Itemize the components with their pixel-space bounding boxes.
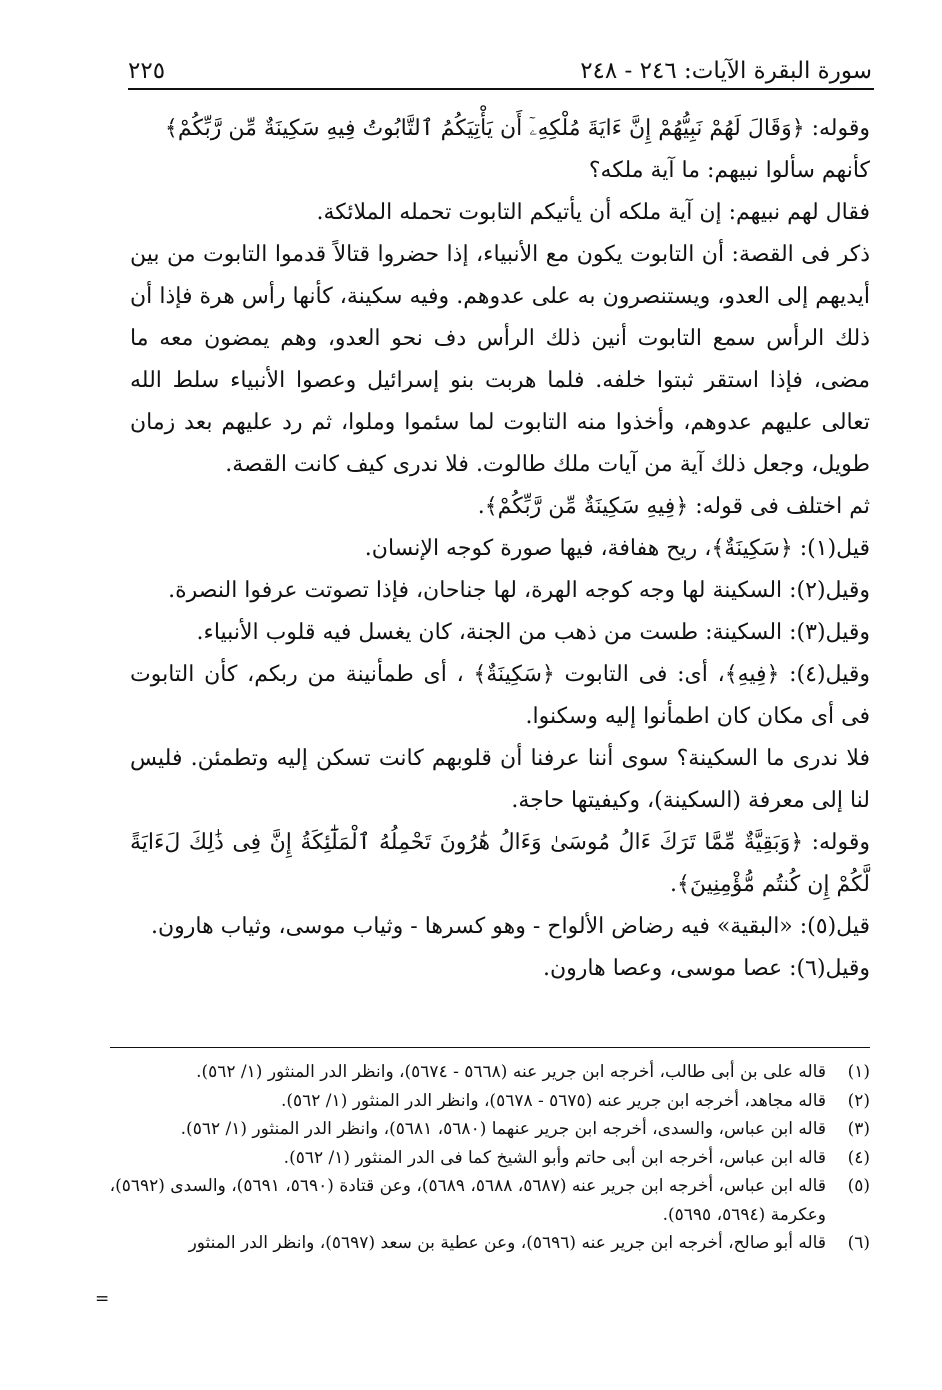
footnote-text: قاله مجاهد، أخرجه ابن جرير عنه (٥٦٧٥ - ٥٦٧٨)، وانظر الدر المنثور (١/ ٥٦٢).	[280, 1090, 826, 1111]
page-number: ٢٢٥	[128, 58, 166, 84]
footnote-number: (٢)	[847, 1090, 870, 1111]
footnote-rule	[110, 1047, 870, 1048]
footnote-text: قاله ابن عباس، أخرجه ابن جرير عنه (٥٦٨٧، ٥٦٨٨، ٥٦٨٩)، وعن قتادة (٥٦٩٠، ٥٦٩١)، والسدى (٥٦٩٢)، وعكرمة (٥٦٩٤، ٥٦٩٥).	[109, 1176, 826, 1225]
paragraph: وقيل(٤): ﴿فِيهِ﴾، أى: فى التابوت ﴿سَكِينَةٌ﴾ ، أى طمأنينة من ربكم، كأن التابوت فى أى مكان كان اطمأنوا إليه وسكنوا.	[130, 662, 870, 729]
paragraph: قيل(١): ﴿سَكِينَةٌ﴾، ريح هفافة، فيها صورة كوجه الإنسان.	[364, 536, 870, 561]
main-text	[130, 108, 870, 990]
paragraph: وقيل(٢): السكينة لها وجه كوجه الهرة، لها جناحان، فإذا تصوتت عرفوا النصرة.	[168, 578, 870, 603]
paragraph: وقيل(٣): السكينة: طست من ذهب من الجنة، كان يغسل فيه قلوب الأنبياء.	[196, 620, 870, 645]
footnote-number: (٣)	[847, 1119, 870, 1139]
paragraph: وقوله: ﴿وَقَالَ لَهُمْ نَبِيُّهُمْ إِنَّ ءَايَةَ مُلْكِهِۦٓ أَن يَأْتِيَكُمُ ٱلتَّابُوتُ فِيهِ سَكِينَةٌ مِّن رَّبِّكُمْ﴾	[164, 116, 870, 141]
footnote	[95, 1229, 870, 1258]
paragraph: كأنهم سألوا نبيهم: ما آية ملكه؟	[588, 158, 870, 183]
header-rule	[128, 88, 874, 90]
page-header	[128, 40, 872, 84]
continuation-mark: =	[95, 1289, 110, 1309]
footnote	[95, 1087, 870, 1116]
footnote-number: (٥)	[847, 1176, 870, 1196]
footnote-text: قاله أبو صالح، أخرجه ابن جرير عنه (٥٦٩٦)، وعن عطية بن سعد (٥٦٩٧)، وانظر الدر المنثور	[188, 1233, 826, 1253]
paragraph: وقوله: ﴿وَبَقِيَّةٌ مِّمَّا تَرَكَ ءَالُ مُوسَىٰ وَءَالُ هَٰرُونَ تَحْمِلُهُ ٱلْمَلَٰٓئِكَةُ إِنَّ فِى ذَٰلِكَ لَءَايَةً لَّكُمْ إِن كُنتُم مُّؤْمِنِينَ﴾.	[130, 830, 870, 897]
footnote	[95, 1144, 870, 1173]
paragraph: فلا ندرى ما السكينة؟ سوى أننا عرفنا أن قلوبهم كانت تسكن إليه وتطمئن. فليس لنا إلى معرفة (السكينة)، وكيفيتها حاجة.	[130, 746, 870, 813]
paragraph: قيل(٥): «البقية» فيه رضاض الألواح - وهو كسرها - وثياب موسى، وثياب هارون.	[150, 914, 870, 939]
footnote-text: قاله ابن عباس، والسدى، أخرجه ابن جرير عنهما (٥٦٨٠، ٥٦٨١)، وانظر الدر المنثور (١/ ٥٦٢).	[180, 1119, 826, 1139]
paragraph: ثم اختلف فى قوله: ﴿فِيهِ سَكِينَةٌ مِّن رَّبِّكُمْ﴾.	[477, 494, 870, 519]
running-title: سورة البقرة الآيات: ٢٤٦ - ٢٤٨	[580, 58, 872, 84]
footnote-text: قاله على بن أبى طالب، أخرجه ابن جرير عنه (٥٦٦٨ - ٥٦٧٤)، وانظر الدر المنثور (١/ ٥٦٢).	[196, 1062, 826, 1082]
footnote-number: (٦)	[847, 1233, 870, 1253]
footnotes	[95, 1058, 870, 1258]
footnote	[95, 1172, 870, 1229]
footnote	[95, 1115, 870, 1144]
footnote-number: (٤)	[847, 1147, 870, 1168]
footnote-number: (١)	[847, 1062, 870, 1082]
paragraph: وقيل(٦): عصا موسى، وعصا هارون.	[543, 956, 870, 981]
paragraph: ذكر فى القصة: أن التابوت يكون مع الأنبياء، إذا حضروا قتالاً قدموا التابوت من بين أيديهم إلى العدو، ويستنصرون به على عدوهم. وفيه سكينة، كأنها رأس هرة فإذا أن ذلك الرأس سمع التابوت أنين ذلك الرأس دف نحو العدو، وهم يمضون معه ما مضى، فإذا استقر ثبتوا خلفه. فلما هربت بنو إسرائيل وعصوا الأنبياء سلط الله تعالى عليهم عدوهم، وأخذوا منه التابوت لما سئموا وملوا، ثم رد عليهم بعد زمان طويل، وجعل ذلك آية من آيات ملك طالوت. فلا ندرى كيف كانت القصة.	[130, 242, 870, 477]
footnote-text: قاله ابن عباس، أخرجه ابن أبى حاتم وأبو الشيخ كما فى الدر المنثور (١/ ٥٦٢).	[283, 1147, 826, 1168]
footnote	[95, 1058, 870, 1087]
paragraph: فقال لهم نبيهم: إن آية ملكه أن يأتيكم التابوت تحمله الملائكة.	[316, 200, 870, 225]
